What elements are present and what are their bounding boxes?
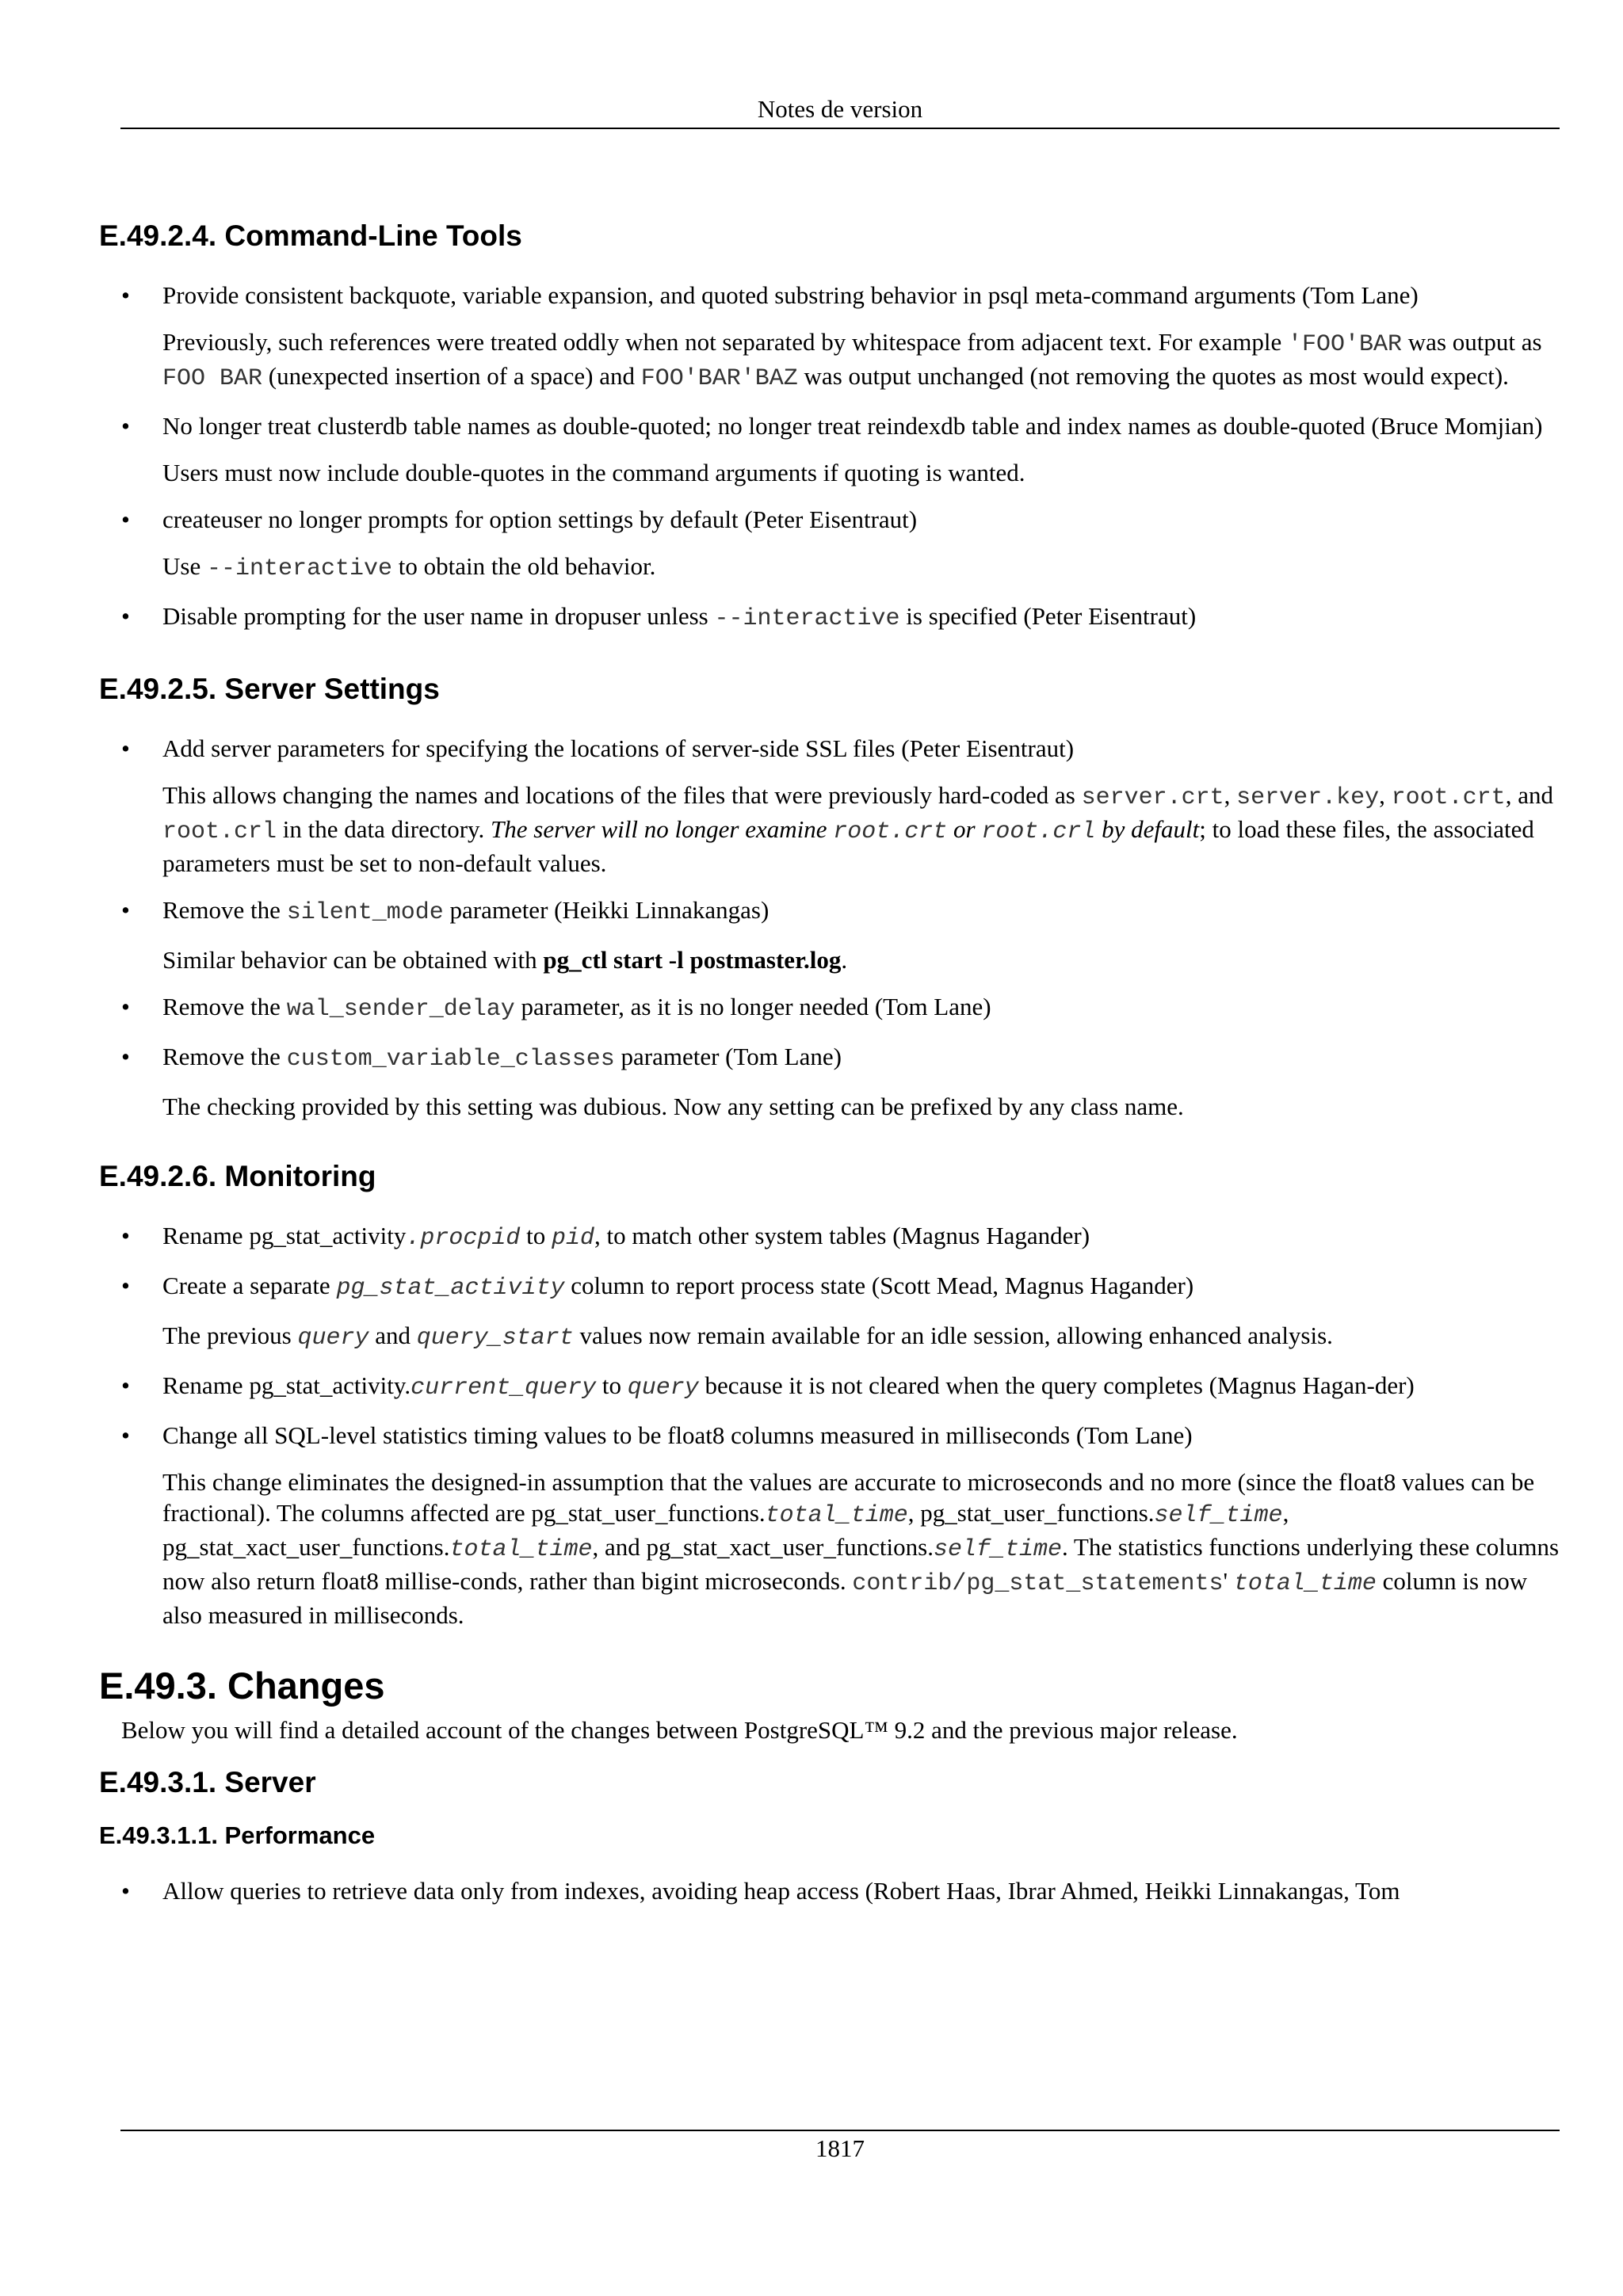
section-heading-command-line-tools: E.49.2.4. Command-Line Tools: [99, 219, 522, 252]
page-content: [99, 218, 1560, 1906]
list-item: [99, 1220, 1560, 1254]
list-item: [99, 410, 1560, 488]
bullet: •: [121, 993, 130, 1020]
command-line-tools-list: [99, 280, 1560, 635]
item-text: Rename pg_stat_activity.current_query to query because it is not cleared when the query completes (Magnus Hagan-der): [162, 1371, 1415, 1402]
item-text: Provide consistent backquote, variable expansion, and quoted substring behavior in psql meta-command arguments (Tom Lane): [162, 281, 1419, 309]
list-item: [99, 1270, 1560, 1354]
item-description: Use --interactive to obtain the old behavior.: [162, 552, 656, 582]
item-description: This change eliminates the designed-in assumption that the values are accurate to microseconds and no more (since the float8 values can be fractional). The columns affected are pg_stat_user_functions.total_time, pg_stat_user_functions.self_time, pg_stat_xact_user_functions.total_time, and pg_stat_xact_user_functions.self_time. The statistics functions underlying these columns now also return float8 millise-conds, rather than bigint microseconds. contrib/pg_stat_statements' total_time column is now also measured in milliseconds.: [162, 1468, 1560, 1629]
section-heading-changes: E.49.3. Changes: [99, 1665, 385, 1707]
footer-rule: [120, 2130, 1560, 2131]
item-text: Create a separate pg_stat_activity column to report process state (Scott Mead, Magnus Hagander): [162, 1272, 1194, 1302]
item-text: Add server parameters for specifying the locations of server-side SSL files (Peter Eisentraut): [162, 734, 1075, 762]
list-item: [99, 1420, 1560, 1630]
page-number: 1817: [815, 2134, 865, 2162]
changes-intro: Below you will find a detailed account of the changes between PostgreSQL™ 9.2 and the previous major release.: [121, 1716, 1238, 1744]
item-description: The previous query and query_start values now remain available for an idle session, allowing enhanced analysis.: [162, 1322, 1333, 1352]
item-text: Remove the silent_mode parameter (Heikki Linnakangas): [162, 896, 769, 926]
list-item: [99, 601, 1560, 635]
item-text: Remove the wal_sender_delay parameter, as it is no longer needed (Tom Lane): [162, 993, 991, 1023]
item-text: Rename pg_stat_activity.procpid to pid, to match other system tables (Magnus Hagander): [162, 1222, 1090, 1252]
list-item: [99, 1875, 1560, 1906]
item-description: Similar behavior can be obtained with pg_ctl start -l postmaster.log.: [162, 946, 848, 974]
item-text: No longer treat clusterdb table names as double-quoted; no longer treat reindexdb table and index names as double-quoted (Bruce Momjian): [162, 412, 1543, 440]
bullet: •: [121, 412, 130, 440]
bullet: •: [121, 734, 130, 762]
bullet: •: [121, 602, 130, 630]
item-description: Previously, such references were treated oddly when not separated by whitespace from adjacent text. For example 'FOO'BAR was output as FOO BAR (unexpected insertion of a space) and FOO'BAR'BAZ was output unchanged (not removing the quotes as most would expect).: [162, 328, 1542, 392]
item-text: createuser no longer prompts for option settings by default (Peter Eisentraut): [162, 505, 918, 533]
list-item: [99, 1370, 1560, 1404]
item-description: Users must now include double-quotes in the command arguments if quoting is wanted.: [162, 459, 1025, 486]
list-item: [99, 280, 1560, 395]
bullet: •: [121, 1877, 130, 1905]
item-text: Remove the custom_variable_classes parameter (Tom Lane): [162, 1043, 842, 1073]
bullet: •: [121, 1371, 130, 1399]
monitoring-list: [99, 1220, 1560, 1630]
bullet: •: [121, 1043, 130, 1070]
list-item: [99, 733, 1560, 879]
bullet: •: [121, 1272, 130, 1299]
item-text: Change all SQL-level statistics timing values to be float8 columns measured in milliseconds (Tom Lane): [162, 1421, 1193, 1449]
list-item: [99, 991, 1560, 1025]
section-heading-server: E.49.3.1. Server: [99, 1766, 316, 1798]
running-header: Notes de version: [757, 95, 923, 123]
bullet: •: [121, 896, 130, 924]
list-item: [99, 504, 1560, 585]
performance-list: [99, 1875, 1560, 1906]
header-rule: [120, 128, 1560, 129]
bullet: •: [121, 1222, 130, 1249]
section-heading-performance: E.49.3.1.1. Performance: [99, 1821, 376, 1849]
item-text: Allow queries to retrieve data only from indexes, avoiding heap access (Robert Haas, Ibrar Ahmed, Heikki Linnakangas, Tom: [162, 1877, 1400, 1905]
section-heading-server-settings: E.49.2.5. Server Settings: [99, 673, 440, 705]
item-text: Disable prompting for the user name in dropuser unless --interactive is specified (Peter Eisentraut): [162, 602, 1197, 632]
section-heading-monitoring: E.49.2.6. Monitoring: [99, 1160, 376, 1192]
bullet: •: [121, 1421, 130, 1449]
server-settings-list: [99, 733, 1560, 1122]
list-item: [99, 1041, 1560, 1122]
list-item: [99, 894, 1560, 975]
bullet: •: [121, 281, 130, 309]
item-description: This allows changing the names and locations of the files that were previously hard-coded as server.crt, server.key, root.crt, and root.crl in the data directory. The server will no longer examine root.crt or root.crl by default; to load these files, the associated parameters must be set to non-default values.: [162, 781, 1553, 877]
bullet: •: [121, 505, 130, 533]
item-description: The checking provided by this setting was dubious. Now any setting can be prefixed by any class name.: [162, 1093, 1184, 1120]
